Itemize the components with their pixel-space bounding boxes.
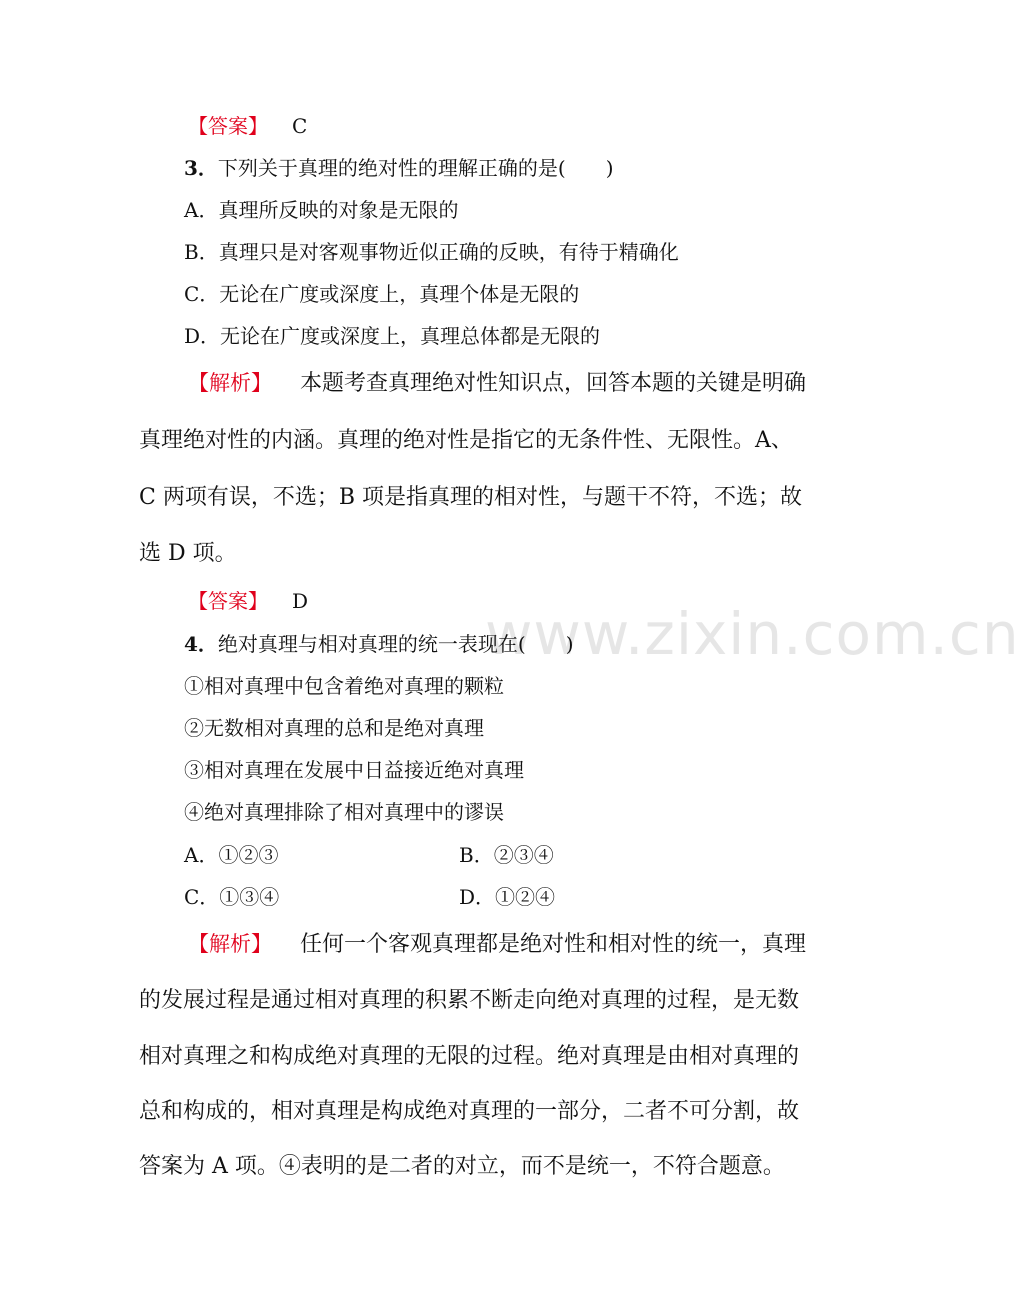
option-b: B．②③④ <box>459 843 554 867</box>
question-3-stem <box>184 158 614 178</box>
answer-value: C <box>292 114 308 138</box>
analysis-tag: 【解析】 <box>188 932 272 956</box>
question-text: 绝对真理与相对真理的统一表现在( ) <box>217 632 574 656</box>
analysis-text: 本题考查真理绝对性知识点，回答本题的关键是明确 <box>300 371 807 396</box>
statement-3: ③相对真理在发展中日益接近绝对真理 <box>184 758 524 782</box>
analysis-line-3: 相对真理之和构成绝对真理的无限的过程。绝对真理是由相对真理的 <box>139 1044 800 1069</box>
analysis-tag: 【解析】 <box>188 371 272 395</box>
analysis-line-2: 真理绝对性的内涵。真理的绝对性是指它的无条件性、无限性。A、 <box>139 428 793 453</box>
option-a: A．真理所反映的对象是无限的 <box>184 198 459 222</box>
answer-value: D <box>292 589 309 613</box>
watermark: www.zixin.com.cn <box>485 600 1020 668</box>
question-text: 下列关于真理的绝对性的理解正确的是( ) <box>217 156 614 180</box>
analysis-line-1 <box>188 934 806 956</box>
analysis-line-2: 的发展过程是通过相对真理的积累不断走向绝对真理的过程，是无数 <box>139 988 800 1013</box>
answer-line-q2 <box>188 116 307 136</box>
option-a: A．①②③ <box>184 843 279 867</box>
statement-2: ②无数相对真理的总和是绝对真理 <box>184 716 484 740</box>
analysis-line-4: 选 D 项。 <box>139 541 237 566</box>
option-d: D．无论在广度或深度上，真理总体都是无限的 <box>184 324 601 348</box>
answer-line-q3 <box>188 591 308 611</box>
analysis-text: 任何一个客观真理都是绝对性和相对性的统一，真理 <box>300 932 807 957</box>
analysis-line-4: 总和构成的，相对真理是构成绝对真理的一部分，二者不可分割，故 <box>139 1099 800 1124</box>
option-c: C．无论在广度或深度上，真理个体是无限的 <box>184 282 580 306</box>
analysis-line-1 <box>188 373 806 395</box>
question-4-stem <box>184 634 574 654</box>
question-number: 4． <box>184 632 218 656</box>
option-b: B．真理只是对客观事物近似正确的反映，有待于精确化 <box>184 240 679 264</box>
answer-tag: 【答案】 <box>188 114 268 138</box>
option-c: C．①③④ <box>184 885 280 909</box>
statement-1: ①相对真理中包含着绝对真理的颗粒 <box>184 674 504 698</box>
option-d: D．①②④ <box>459 885 556 909</box>
statement-4: ④绝对真理排除了相对真理中的谬误 <box>184 800 504 824</box>
answer-tag: 【答案】 <box>188 589 268 613</box>
question-number: 3． <box>184 156 218 180</box>
analysis-line-5: 答案为 A 项。④表明的是二者的对立，而不是统一，不符合题意。 <box>139 1154 785 1179</box>
analysis-line-3: C 两项有误，不选；B 项是指真理的相对性，与题干不符，不选；故 <box>139 485 802 510</box>
